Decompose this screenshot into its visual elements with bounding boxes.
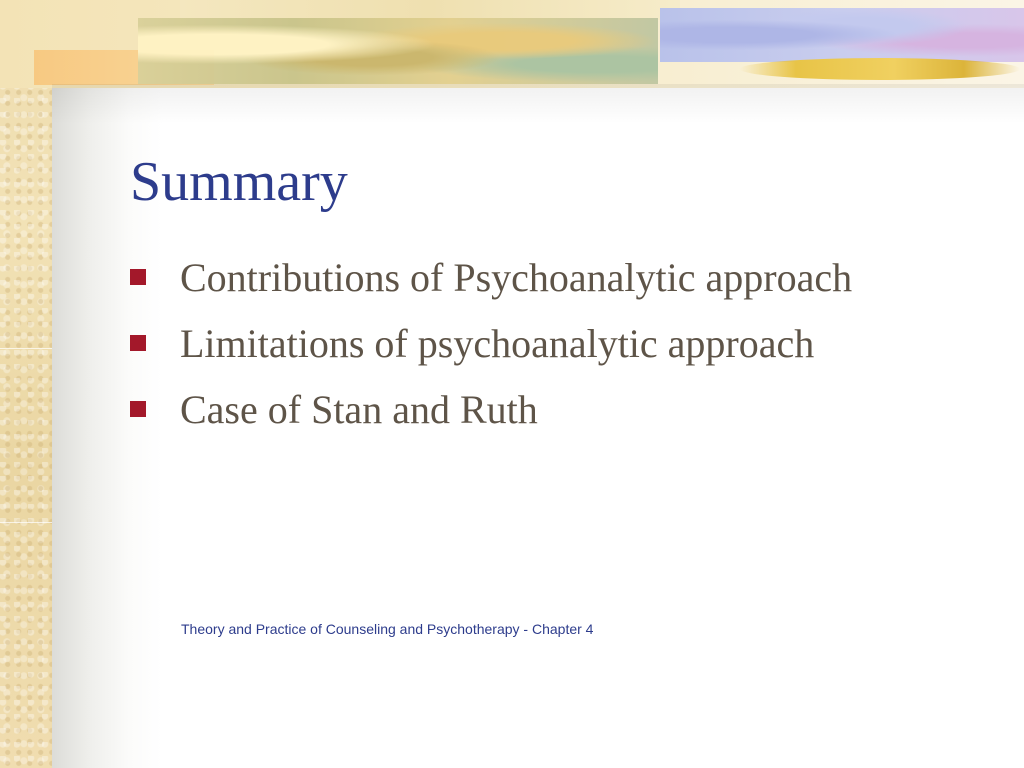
bullet-text: Limitations of psychoanalytic approach (180, 320, 815, 366)
bullet-text: Case of Stan and Ruth (180, 386, 538, 432)
bullet-list (130, 244, 852, 442)
banner-shadow (52, 84, 1024, 124)
strip-seam (0, 348, 52, 349)
parchment-strip (0, 0, 52, 768)
banner-leaf-collage (138, 18, 658, 84)
square-bullet-icon (130, 401, 146, 417)
banner-collage-top (180, 0, 680, 20)
strip-seam (0, 522, 52, 523)
bullet-text: Contributions of Psychoanalytic approach (180, 254, 853, 300)
slide-footer: Theory and Practice of Counseling and Psychotherapy - Chapter 4 (181, 621, 594, 637)
banner-gold-streak (740, 58, 1020, 80)
list-item (130, 376, 852, 442)
decorative-banner (0, 0, 1024, 88)
list-item (130, 310, 852, 376)
slide-title: Summary (130, 151, 348, 213)
square-bullet-icon (130, 269, 146, 285)
list-item (130, 244, 852, 310)
square-bullet-icon (130, 335, 146, 351)
banner-blue-patch (660, 8, 1024, 62)
